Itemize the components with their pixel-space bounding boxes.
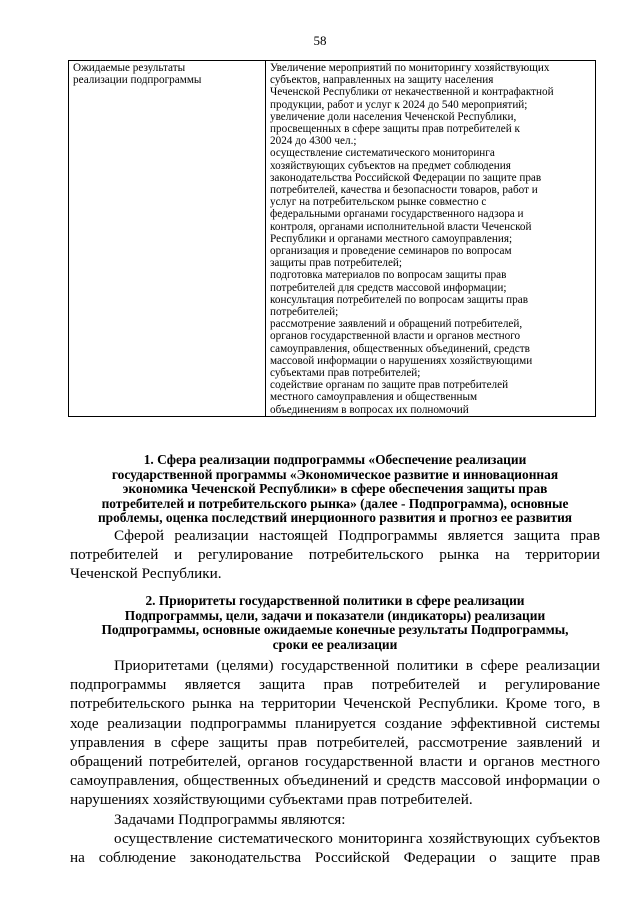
table-value-line: 2024 до 4300 чел.; bbox=[270, 135, 357, 148]
tasks-intro: Задачами Подпрограммы являются: bbox=[114, 810, 346, 828]
table-value-line: массовой информации о нарушениях хозяйствующими bbox=[270, 354, 533, 367]
heading-line: 2. Приоритеты государственной политики в сфере реализации bbox=[145, 594, 525, 608]
paragraph-line: подпрограммы является защита прав потребителей и регулирование bbox=[70, 676, 600, 694]
paragraph-line: Приоритетами (целями) государственной политики в сфере реализации bbox=[114, 657, 600, 674]
table-value-line: объединениям в вопросах их полномочий bbox=[270, 403, 469, 416]
heading-line: проблемы, оценка последствий инерционного развития и прогноз ее развития bbox=[97, 511, 573, 526]
table-value-line: защиты прав потребителей; bbox=[270, 257, 403, 270]
paragraph-line: Сферой реализации настоящей Подпрограммы является защита прав bbox=[114, 527, 600, 544]
heading-line: 1. Сфера реализации подпрограммы «Обеспечение реализации bbox=[143, 453, 527, 467]
table-value-line: потребителей, качества и безопасности товаров, работ и bbox=[270, 184, 538, 197]
table-value-line: продукции, работ и услуг к 2024 до 540 мероприятий; bbox=[270, 98, 528, 111]
table-value-line: Увеличение мероприятий по мониторингу хозяйствующих bbox=[270, 62, 550, 74]
paragraph-line: на соблюдение законодательства Российской Федерации о защите прав bbox=[70, 849, 600, 867]
table-value-line: осуществление систематического мониторинга bbox=[270, 147, 495, 160]
table-value-line: федеральными органами государственного надзора и bbox=[270, 208, 524, 221]
table-row bbox=[69, 61, 596, 417]
table-value-line: органов государственной власти и органов местного bbox=[270, 330, 521, 343]
table-value-line: подготовка материалов по вопросам защиты прав bbox=[270, 269, 507, 282]
paragraph-line: потребителей и регулирование потребительского рынка на территории bbox=[70, 546, 600, 564]
table-value-line: Чеченской Республики от некачественной и контрафактной bbox=[270, 86, 554, 99]
section-2-paragraph bbox=[70, 656, 600, 867]
table-value-cell bbox=[266, 61, 596, 417]
table-value-line: хозяйствующих субъектов на предмет соблюдения bbox=[270, 159, 511, 172]
section-2-heading bbox=[70, 594, 600, 652]
paragraph-line: управления в сфере защиты прав потребителей, рассмотрение заявлений и bbox=[70, 733, 600, 751]
paragraph-line: нарушениях хозяйствующими субъектами прав потребителей. bbox=[70, 791, 473, 809]
heading-line: Подпрограммы, основные ожидаемые конечные результаты Подпрограммы, bbox=[101, 623, 569, 638]
table-value-line: просвещенных в сфере защиты прав потребителей к bbox=[270, 123, 520, 136]
paragraph-line: ходе реализации подпрограммы планируется создание эффективной системы bbox=[70, 714, 600, 732]
table-value-line: законодательства Российской Федерации по защите прав bbox=[270, 171, 542, 184]
section-1-paragraph bbox=[70, 526, 600, 584]
table-value-line: самоуправления, общественных объединений, средств bbox=[270, 342, 530, 355]
heading-line: Подпрограммы, цели, задачи и показатели (индикаторы) реализации bbox=[124, 608, 546, 623]
heading-line: сроки ее реализации bbox=[272, 637, 398, 652]
table-value-line: контроля, органами исполнительной власти Чеченской bbox=[270, 220, 532, 233]
heading-line: потребителей и потребительского рынка» (далее - Подпрограмма), основные bbox=[101, 496, 569, 511]
section-1-heading bbox=[70, 453, 600, 526]
table-value-line: местного самоуправления и общественным bbox=[270, 391, 478, 404]
paragraph-line: обращений потребителей, органов государственной власти и органов местного bbox=[70, 753, 600, 771]
table-value-line: услуг на потребительском рынке совместно с bbox=[270, 196, 487, 209]
table-value-line: рассмотрение заявлений и обращений потребителей, bbox=[270, 318, 523, 331]
table-value-line: потребителей для средств массовой информации; bbox=[270, 281, 507, 294]
paragraph-line: потребительского рынка на территории Чеченской Республики. Кроме того, в bbox=[70, 695, 600, 713]
table-label-cell bbox=[69, 61, 266, 417]
table-value-line: консультация потребителей по вопросам защиты прав bbox=[270, 293, 529, 306]
results-table bbox=[68, 60, 596, 417]
heading-line: экономика Чеченской Республики» в сфере обеспечения защиты прав bbox=[122, 482, 548, 497]
table-value-line: увеличение доли населения Чеченской Республики, bbox=[270, 110, 517, 123]
paragraph-line: осуществление систематического мониторинга хозяйствующих субъектов bbox=[114, 829, 600, 847]
table-value-line: субъектами прав потребителей; bbox=[270, 367, 421, 380]
table-label-line: реализации подпрограммы bbox=[73, 74, 202, 87]
table-value-line: субъектов, направленных на защиту населения bbox=[270, 74, 494, 87]
table-value-line: потребителей; bbox=[270, 306, 339, 319]
table-label-line: Ожидаемые результаты bbox=[73, 62, 186, 74]
table-value-line: организация и проведение семинаров по вопросам bbox=[270, 245, 512, 258]
heading-line: государственной программы «Экономическое развитие и инновационная bbox=[111, 467, 559, 482]
paragraph-line: самоуправления, общественных объединений и средств массовой информации о bbox=[70, 772, 600, 790]
page-number: 58 bbox=[313, 33, 327, 48]
table-value-line: содействие органам по защите прав потребителей bbox=[270, 379, 509, 392]
table-value-line: Республики и органами местного самоуправления; bbox=[270, 232, 513, 245]
paragraph-line: Чеченской Республики. bbox=[70, 565, 222, 583]
